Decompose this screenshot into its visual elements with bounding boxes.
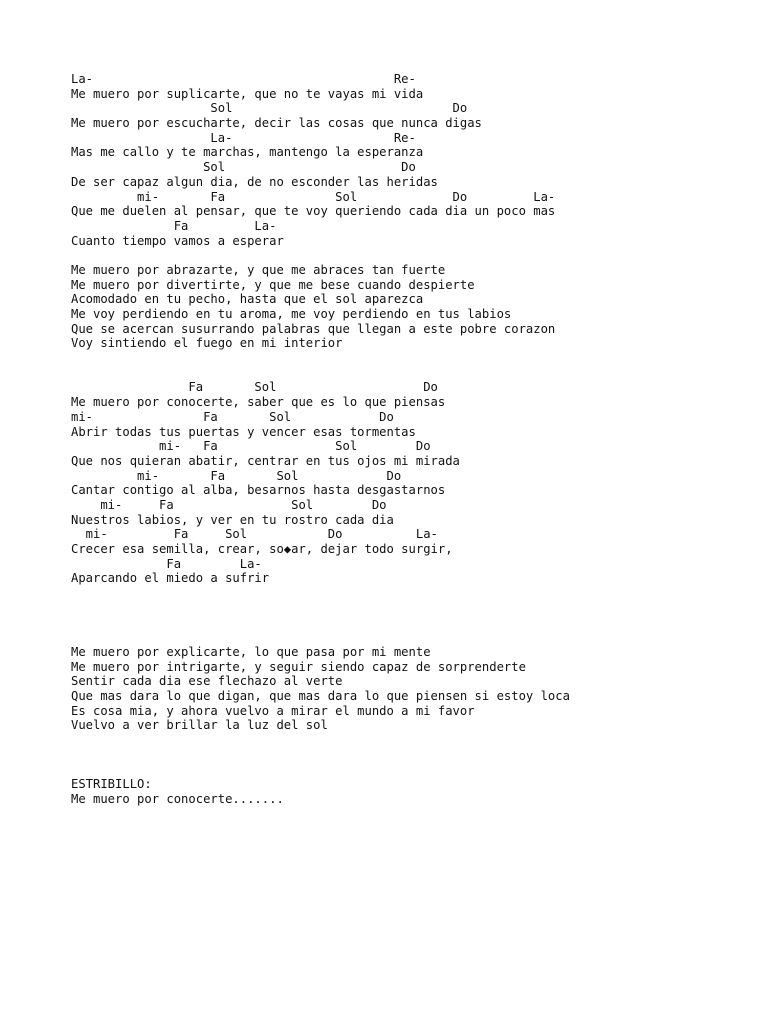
text-line (71, 366, 761, 381)
text-line: Vuelvo a ver brillar la luz del sol (71, 718, 328, 733)
text-line: mi- Fa Sol Do La- (71, 527, 438, 542)
text-line: mi- Fa Sol Do (71, 409, 394, 424)
text-line (71, 248, 761, 263)
text-line: mi- Fa Sol Do (71, 468, 402, 483)
text-line: La- Re- (71, 130, 416, 145)
text-line: Me muero por divertirte, y que me bese cuando despierte (71, 277, 475, 292)
text-line (71, 615, 761, 630)
text-line: Que nos quieran abatir, centrar en tus ojos mi mirada (71, 453, 460, 468)
text-line: Sol Do (71, 101, 468, 116)
text-line: Fa La- (71, 556, 262, 571)
text-line (71, 586, 761, 601)
text-line: Me muero por conocerte, saber que es lo que piensas (71, 395, 446, 410)
text-line: mi- Fa Sol Do (71, 497, 387, 512)
text-line: Me muero por conocerte....... (71, 791, 284, 806)
text-line: De ser capaz algun dia, de no esconder las heridas (71, 174, 438, 189)
text-line: Crecer esa semilla, crear, so◆ar, dejar todo surgir, (71, 542, 453, 556)
text-line: Me muero por abrazarte, y que me abraces tan fuerte (71, 262, 446, 277)
text-line: Nuestros labios, y ver en tu rostro cada dia (71, 512, 394, 527)
text-line: Fa Sol Do (71, 380, 438, 395)
text-line: Me muero por suplicarte, que no te vayas mi vida (71, 86, 424, 101)
text-line: Que me duelen al pensar, que te voy queriendo cada dia un poco mas (71, 204, 556, 219)
text-line (71, 762, 761, 777)
text-line: Que se acercan susurrando palabras que llegan a este pobre corazon (71, 321, 556, 336)
text-line: Mas me callo y te marchas, mantengo la esperanza (71, 145, 424, 160)
text-line (71, 601, 761, 616)
text-line: Cuanto tiempo vamos a esperar (71, 233, 284, 248)
text-line: Aparcando el miedo a sufrir (71, 571, 270, 586)
text-line (71, 748, 761, 763)
text-line (71, 630, 761, 645)
text-line: Voy sintiendo el fuego en mi interior (71, 336, 343, 351)
text-line: Acomodado en tu pecho, hasta que el sol aparezca (71, 292, 424, 307)
text-line: Cantar contigo al alba, besarnos hasta desgastarnos (71, 483, 446, 498)
text-line: Sol Do (71, 160, 416, 175)
text-line: mi- Fa Sol Do (71, 439, 431, 454)
text-line: Sentir cada dia ese flechazo al verte (71, 674, 343, 689)
text-line: Me muero por intrigarte, y seguir siendo capaz de sorprenderte (71, 659, 526, 674)
song-sheet (71, 72, 761, 806)
text-line: La- Re- (71, 72, 416, 86)
text-line: Me muero por explicarte, lo que pasa por mi mente (71, 644, 431, 659)
text-line: Me muero por escucharte, decir las cosas que nunca digas (71, 116, 482, 131)
text-line: Me voy perdiendo en tu aroma, me voy perdiendo en tus labios (71, 307, 512, 321)
text-line: Es cosa mia, y ahora vuelvo a mirar el mundo a mi favor (71, 703, 475, 718)
text-line: ESTRIBILLO: (71, 777, 152, 791)
text-line (71, 351, 761, 366)
text-line: Abrir todas tus puertas y vencer esas tormentas (71, 424, 416, 439)
text-line: Fa La- (71, 218, 277, 233)
text-line: Que mas dara lo que digan, que mas dara lo que piensen si estoy loca (71, 688, 570, 703)
text-line (71, 733, 761, 748)
text-line: mi- Fa Sol Do La- (71, 189, 556, 204)
